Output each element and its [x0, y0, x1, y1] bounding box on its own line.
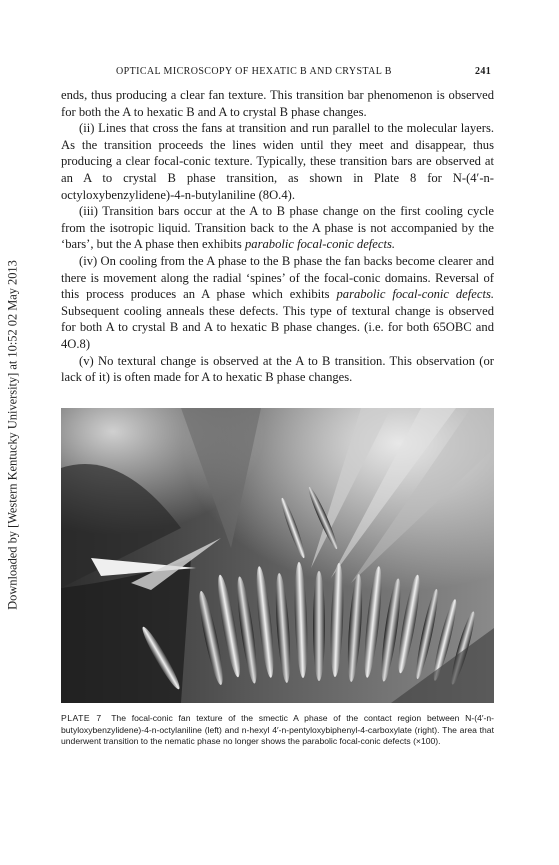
compound-name: N-(4′-n-octyloxybenzylidene)-4-n-butylaniline	[61, 170, 494, 202]
micrograph-plate	[61, 408, 494, 703]
plate-caption: PLATE 7 The focal-conic fan texture of the smectic A phase of the contact region between N-(4′-n-butyloxybenzylidene)-4-n-octylaniline (left) and n-hexyl 4′-n-pentyloxybiphenyl-4-carboxylate (right). The area that underwent transition to the nematic phase no longer shows the parabolic focal-conic defects (×100).	[61, 713, 494, 747]
caption-label: PLATE 7	[61, 713, 102, 723]
italic-term: parabolic focal-conic defects.	[244, 237, 396, 252]
caption-compound-1: N-(4′-n-butyloxybenzylidene)-4-n-octylaniline	[61, 713, 494, 735]
paragraph-iii: (iii) Transition bars occur at the A to B phase change on the first cooling cycle from the isotropic liquid. Transition back to the A phase is not accompanied by the ‘bars’, but the A phase then exhibits parabolic focal-conic defects.	[61, 204, 494, 252]
focal-conic-micrograph	[61, 408, 494, 703]
running-title: OPTICAL MICROSCOPY OF HEXATIC B AND CRYSTAL B	[116, 66, 392, 77]
italic-term: parabolic focal-conic defects.	[336, 287, 494, 302]
download-watermark	[2, 230, 24, 640]
download-note: Downloaded by [Western Kentucky University] at 10:52 02 May 2013	[5, 260, 20, 610]
page-number: 241	[475, 66, 492, 77]
paragraph-1: ends, thus producing a clear fan texture. This transition bar phenomenon is observed for both the A to hexatic B and A to crystal B phase changes.	[61, 88, 494, 119]
caption-compound-2: n-hexyl 4′-n-pentyloxybiphenyl-4-carboxylate	[241, 724, 412, 735]
paragraph-ii: (ii) Lines that cross the fans at transition and run parallel to the molecular layers. As the transition proceeds the lines widen until they meet and disappear, thus producing a clear focal-conic texture. Typically, these transition bars are observed at an A to crystal B phase transition, as shown in Plate 8 for N-(4′-n-octyloxybenzylidene)-4-n-butylaniline (8O.4).	[61, 121, 494, 202]
paragraph-iv: (iv) On cooling from the A phase to the B phase the fan backs become clearer and there is movement along the radial ‘spines’ of the focal-conic domains. Reversal of this process produces an A phase which exhibits parabolic focal-conic defects. Subsequent cooling anneals these defects. This type of textural change is observed for both A to crystal B and A to hexatic B phase changes. (i.e. for both 65OBC and 4O.8)	[61, 253, 494, 351]
paragraph-v: (v) No textural change is observed at the A to B transition. This observation (or lack of it) is often made for A to hexatic B phase changes.	[61, 353, 494, 385]
page-header	[0, 66, 559, 82]
body-text	[61, 87, 494, 386]
